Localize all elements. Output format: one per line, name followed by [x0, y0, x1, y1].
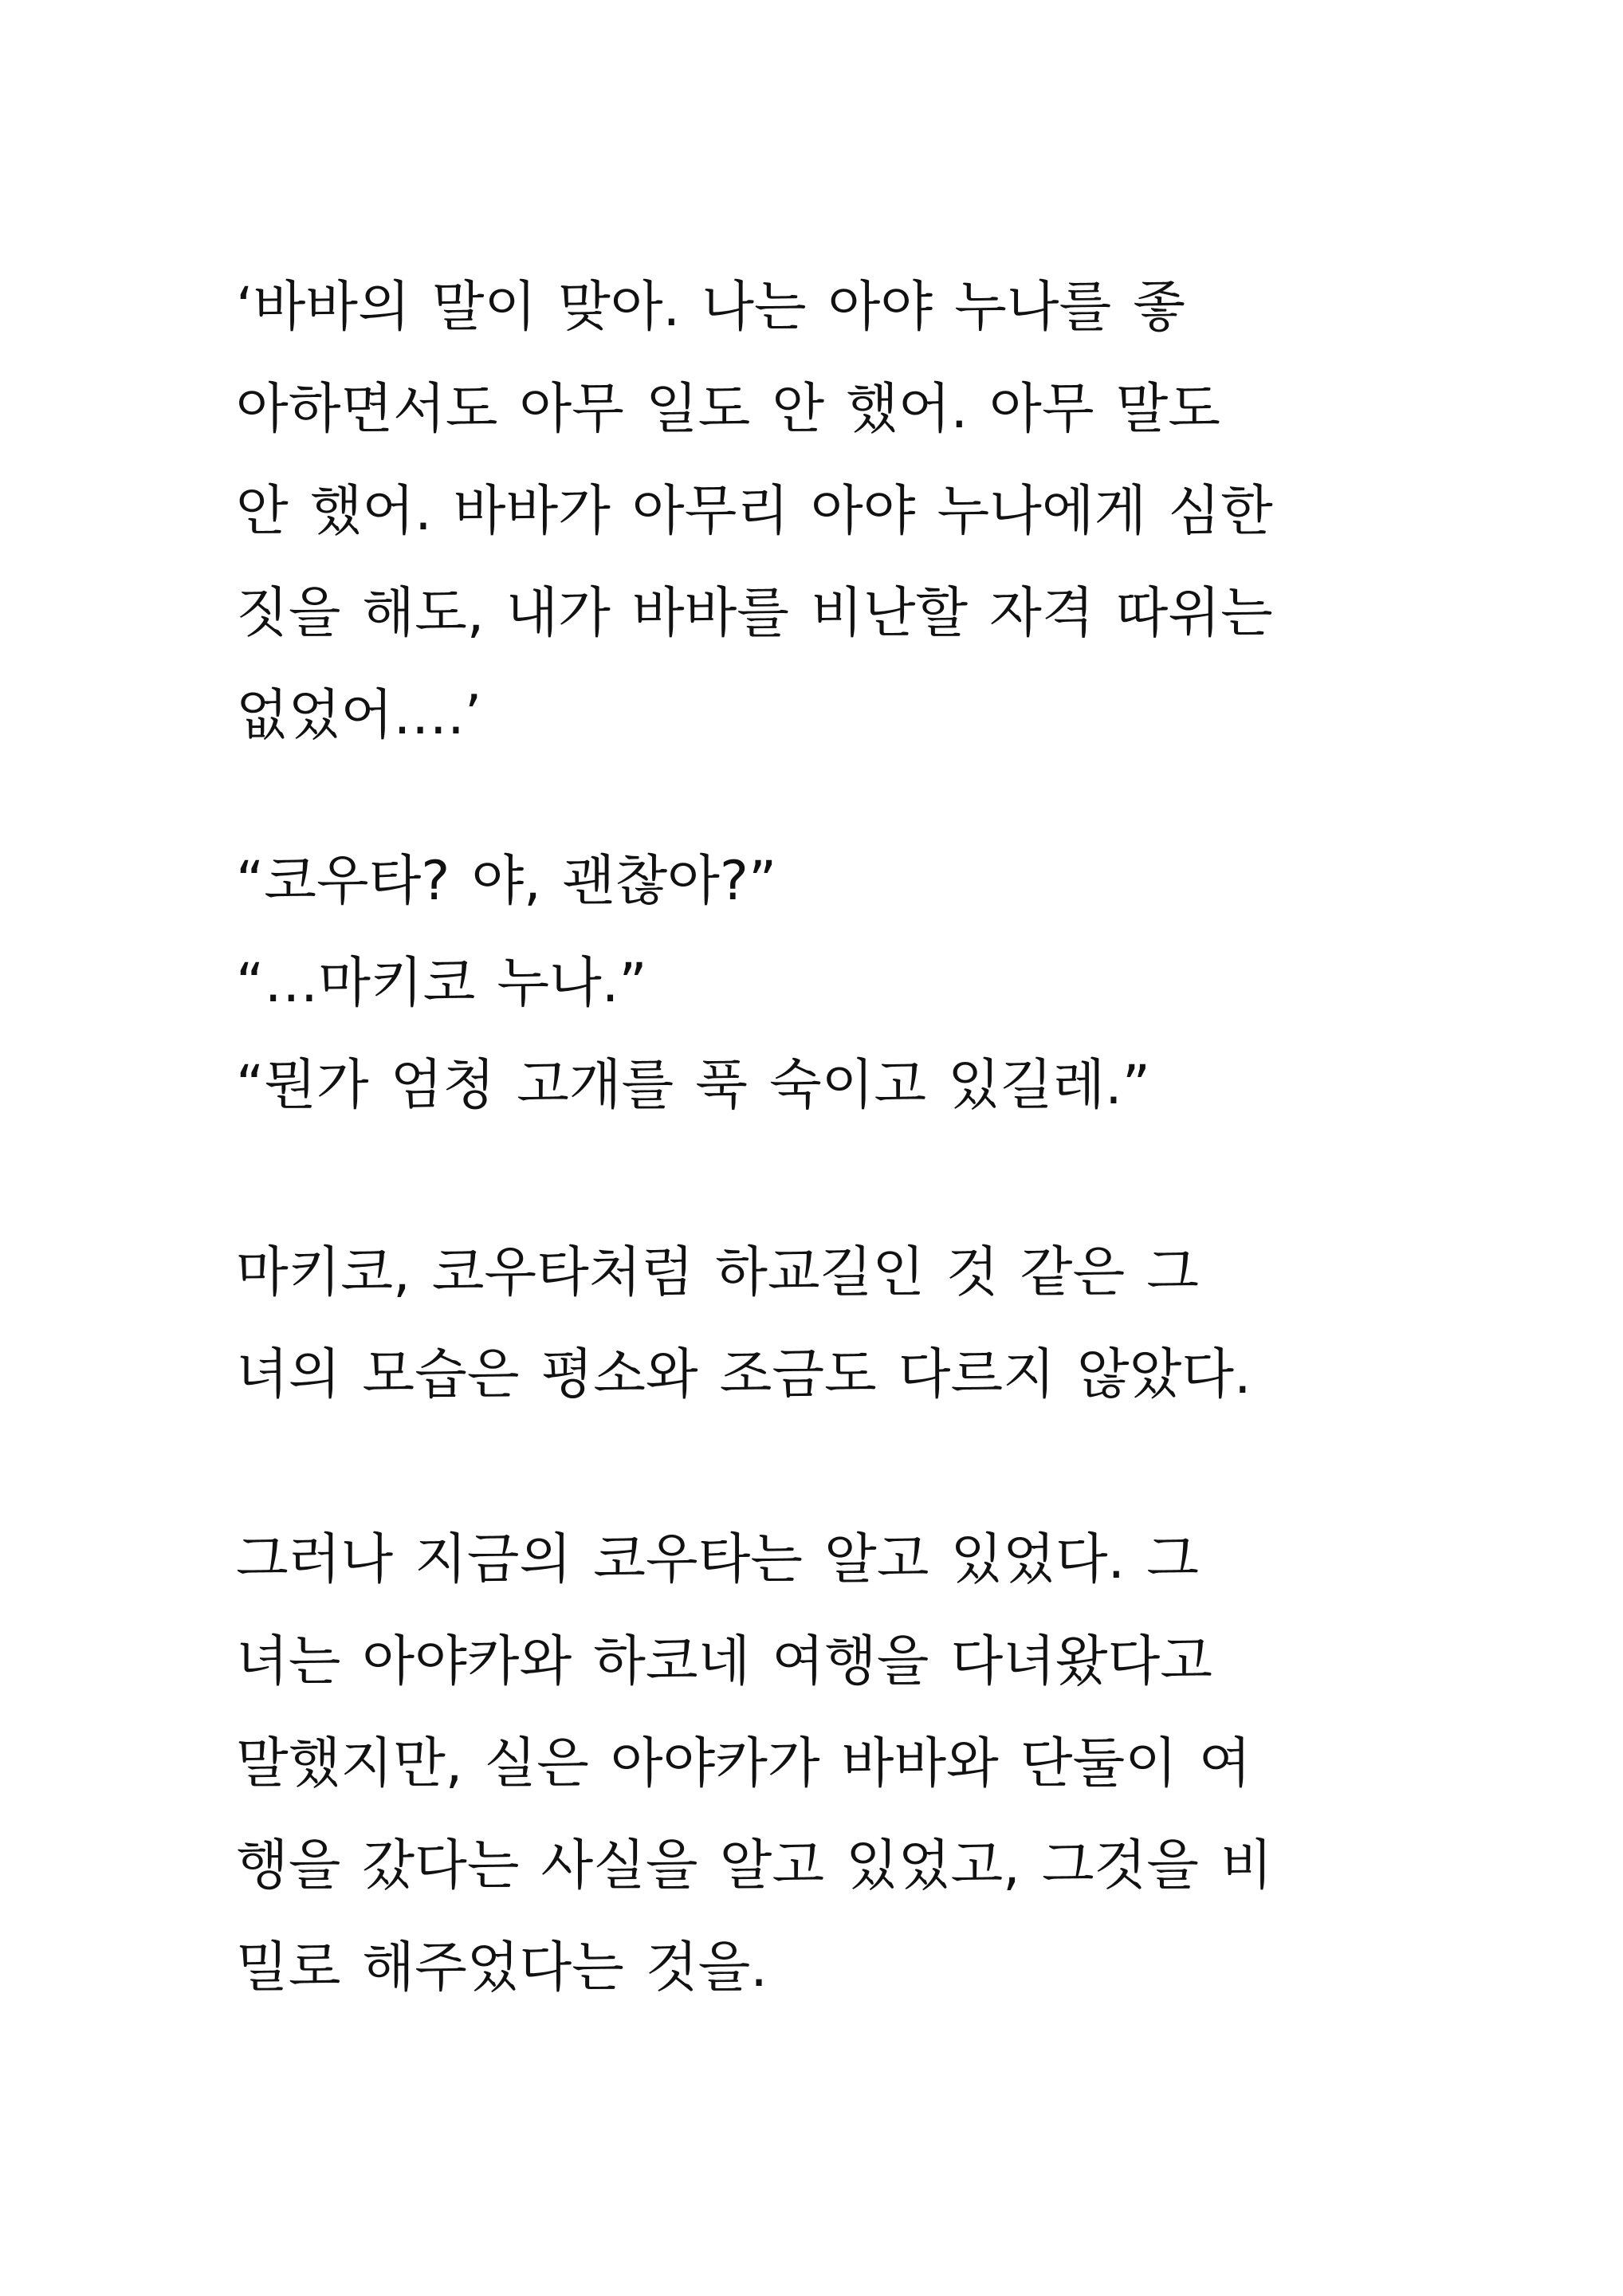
- paragraph-description: 마키코, 코우타처럼 하교길인 것 같은 그 녀의 모습은 평소와 조금도 다르지 않았다.: [236, 1241, 1252, 1406]
- paragraph-revelation: 그러나 지금의 코우타는 알고 있었다. 그 녀는 아야카와 하코네 여행을 다녀왔다고 말했지만, 실은 아야카가 바바와 단둘이 여 행을 갔다는 사실을 알고 있었고, 그것을 비 밀로 해주었다는 것을.: [236, 1528, 1273, 1999]
- paragraph-monologue: ‘바바의 말이 맞아. 나는 아야 누나를 좋 아하면서도 아무 일도 안 했어. 아무 말도 안 했어. 바바가 아무리 아야 누나에게 심한 짓을 해도, 내가 바바를 비난할 자격 따위는 없었어….’: [236, 276, 1273, 747]
- paragraph-dialogue: “코우타? 야, 괜찮아?” “…마키코 누나.” “뭔가 엄청 고개를 푹 숙이고 있길레.”: [236, 850, 1150, 1117]
